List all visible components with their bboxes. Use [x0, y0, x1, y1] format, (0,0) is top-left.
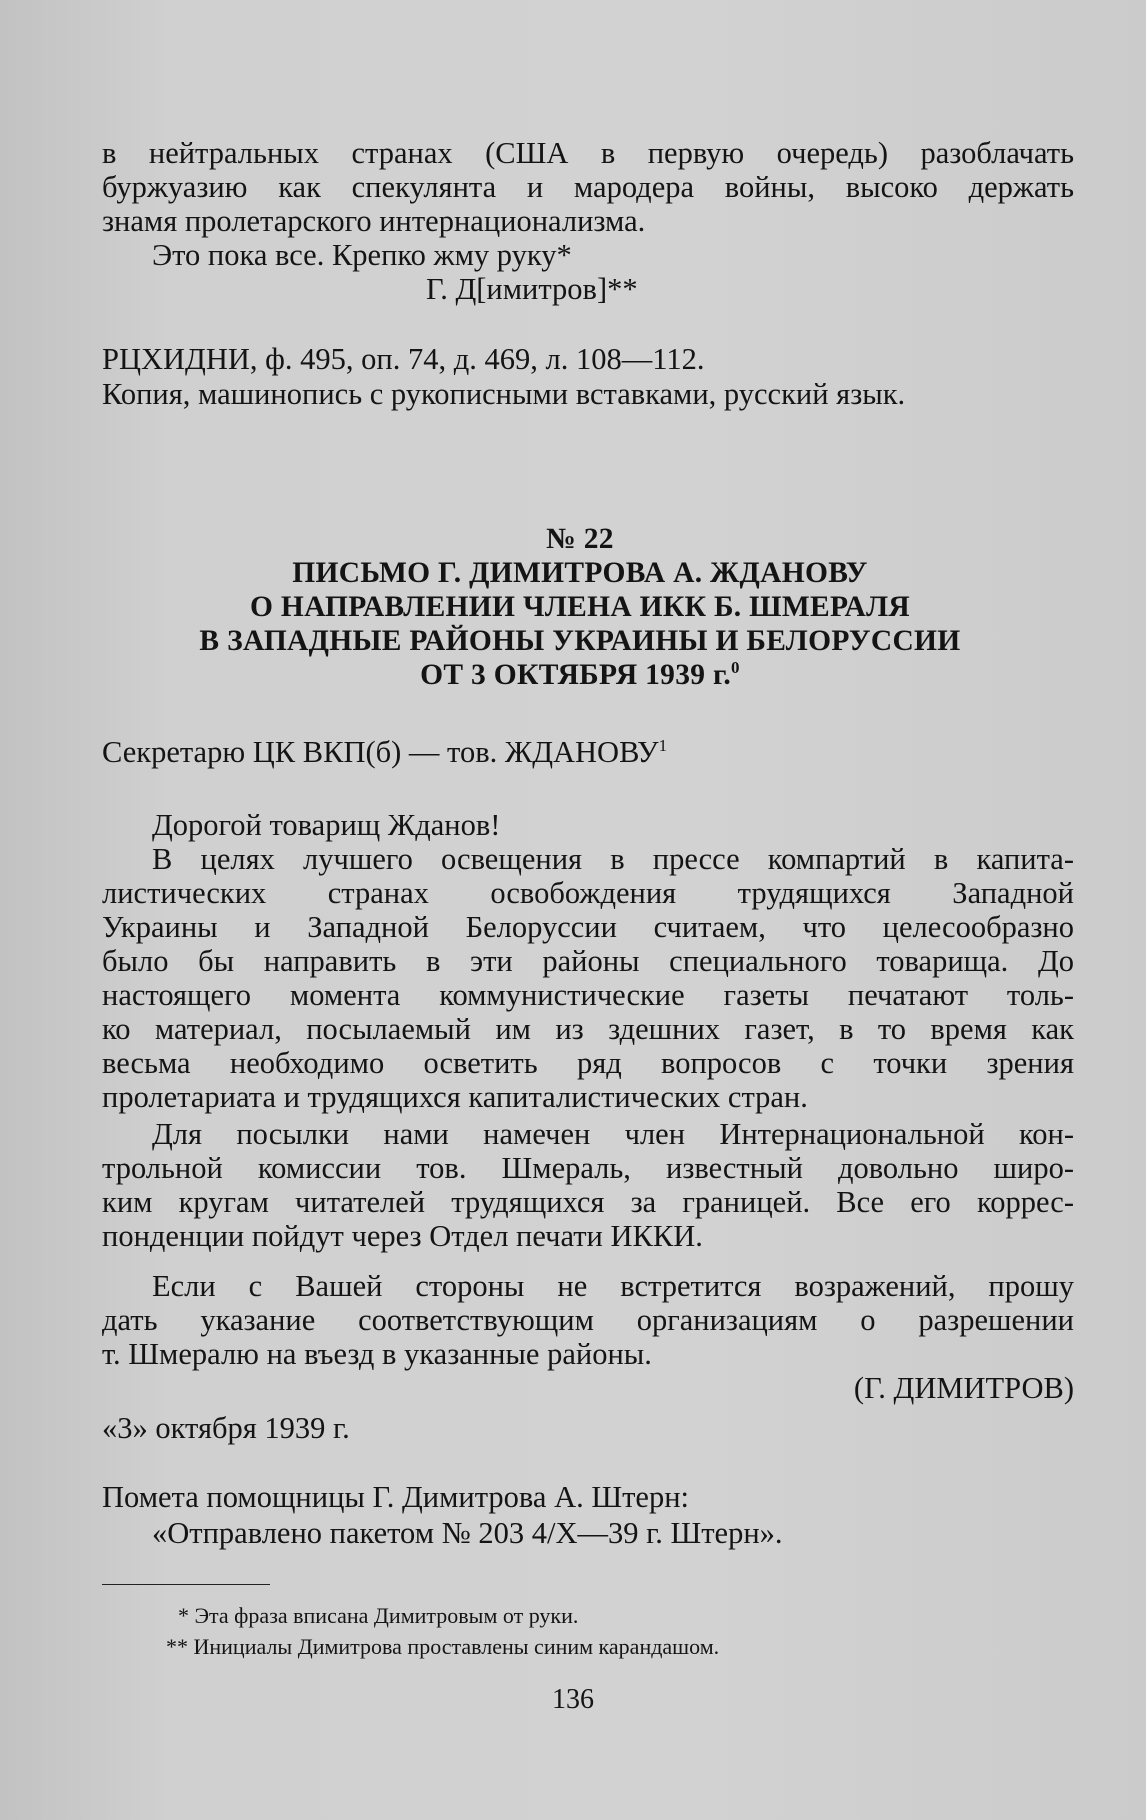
paragraph-line: ким кругам читателей трудящихся за границей. Все его коррес- — [102, 1185, 1074, 1219]
paragraph-line: Если с Вашей стороны не встретится возражений, прошу — [152, 1269, 1074, 1303]
document-title-line: О НАПРАВЛЕНИИ ЧЛЕНА ИКК Б. ШМЕРАЛЯ — [250, 591, 910, 623]
archive-note: Копия, машинопись с рукописными вставками, русский язык. — [102, 377, 906, 411]
paragraph-line: буржуазию как спекулянта и мародера войны, высоко держать — [102, 170, 1074, 204]
paragraph-line: пролетариата и трудящихся капиталистических стран. — [102, 1080, 808, 1114]
signature: Г. Д[имитров]** — [426, 272, 638, 306]
paragraph-line: Украины и Западной Белоруссии считаем, что целесообразно — [102, 910, 1074, 944]
page-number: 136 — [552, 1684, 594, 1715]
sender-signature: (Г. ДИМИТРОВ) — [853, 1371, 1074, 1405]
archive-reference: РЦХИДНИ, ф. 495, оп. 74, д. 469, л. 108—112. — [102, 342, 705, 376]
addressee — [102, 735, 1074, 769]
paragraph-line: настоящего момента коммунистические газеты печатают толь- — [102, 978, 1074, 1012]
addressee-note-mark: 1 — [658, 735, 668, 755]
paragraph-line: т. Шмералю на въезд в указанные районы. — [102, 1337, 652, 1371]
paragraph-line: трольной комиссии тов. Шмераль, известный довольно широ- — [102, 1151, 1074, 1185]
document-title-line: ПИСЬМО Г. ДИМИТРОВА А. ЖДАНОВУ — [292, 557, 868, 589]
paragraph-line: в нейтральных странах (США в первую очередь) разоблачать — [102, 136, 1074, 170]
addressee-text: Секретарю ЦК ВКП(б) — тов. ЖДАНОВУ — [102, 735, 659, 769]
paragraph-line: знамя пролетарского интернационализма. — [102, 204, 646, 238]
document-title-line — [80, 658, 1080, 692]
closing-line: Это пока все. Крепко жму руку* — [152, 238, 572, 272]
mark-label: Помета помощницы Г. Димитрова А. Штерн: — [102, 1480, 690, 1514]
document-number: № 22 — [546, 523, 614, 555]
paragraph-line: Для посылки нами намечен член Интернациональной кон- — [152, 1117, 1074, 1151]
paragraph-line: ко материал, посылаемый им из здешних газет, в то время как — [102, 1012, 1074, 1046]
footnote: ** Инициалы Димитрова проставлены синим карандашом. — [166, 1634, 720, 1659]
document-title-date: ОТ 3 ОКТЯБРЯ 1939 г. — [420, 659, 732, 691]
greeting: Дорогой товарищ Жданов! — [152, 808, 501, 842]
paragraph-line: листических странах освобождения трудящихся Западной — [102, 876, 1074, 910]
paragraph-line: было бы направить в эти районы специального товарища. До — [102, 944, 1074, 978]
paragraph-line: В целях лучшего освещения в прессе компартий в капита- — [152, 842, 1074, 876]
paragraph-line: понденции пойдут через Отдел печати ИККИ. — [102, 1219, 703, 1253]
document-title-line: В ЗАПАДНЫЕ РАЙОНЫ УКРАИНЫ И БЕЛОРУССИИ — [199, 625, 961, 657]
letter-date: «3» октября 1939 г. — [102, 1411, 350, 1445]
mark-text: «Отправлено пакетом № 203 4/Х—39 г. Штерн». — [152, 1516, 783, 1550]
paragraph-line: весьма необходимо осветить ряд вопросов с точки зрения — [102, 1046, 1074, 1080]
paragraph-line: дать указание соответствующим организациям о разрешении — [102, 1303, 1074, 1337]
title-note-mark: 0 — [731, 658, 740, 678]
footnote-divider — [102, 1584, 270, 1585]
footnote: * Эта фраза вписана Димитровым от руки. — [178, 1603, 579, 1628]
